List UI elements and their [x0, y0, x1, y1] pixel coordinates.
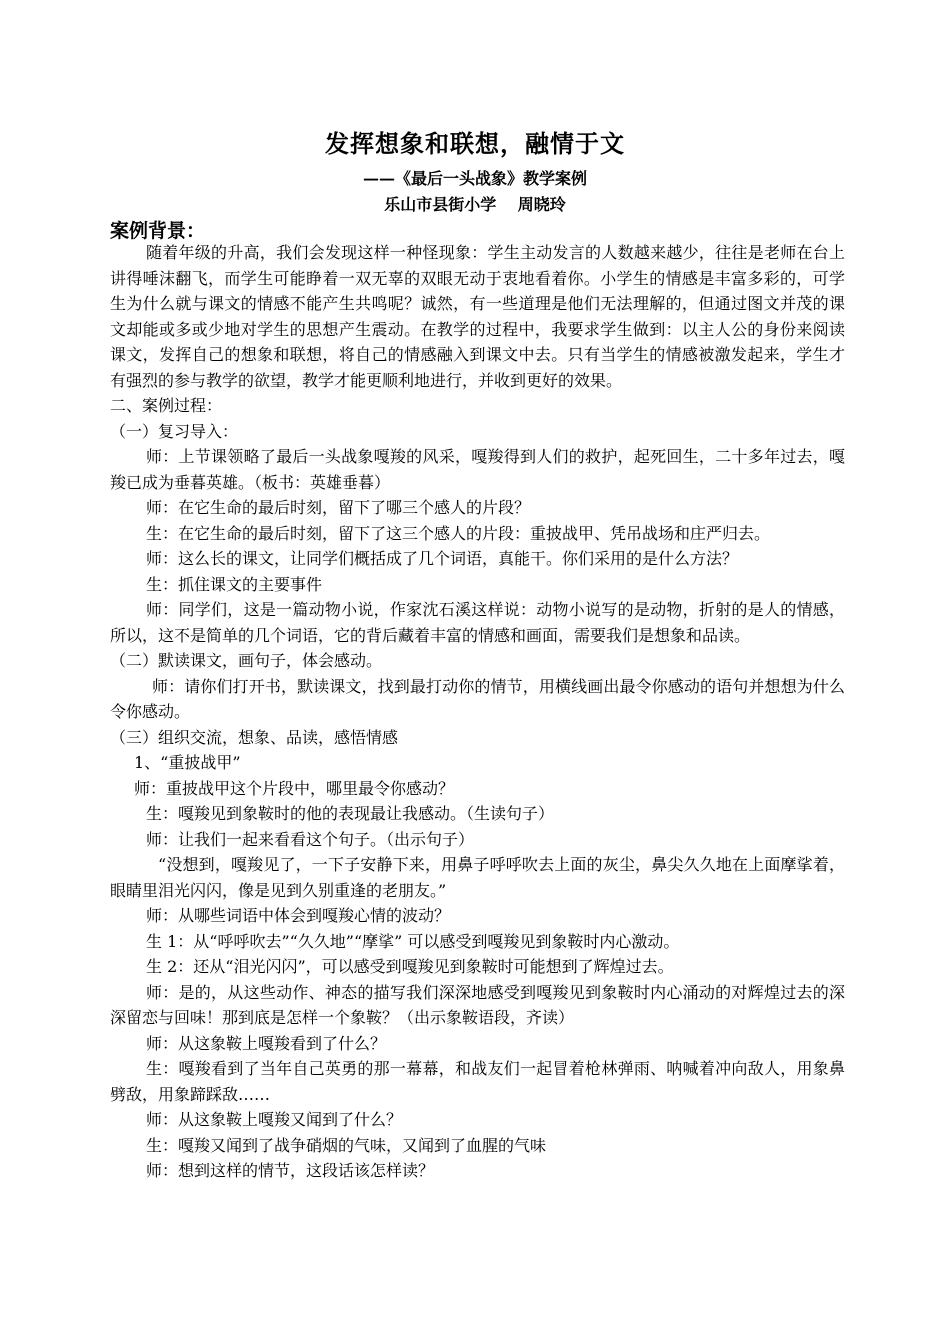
sub-heading: （二）默读课文，画句子，体会感动。	[110, 651, 383, 670]
dialogue-line: 师：上节课领略了最后一头战象嘎羧的风采，嘎羧得到人们的救护，起死回生，二十多年过去，嘎羧已成为垂暮英雄。（板书：英雄垂暮）	[110, 447, 845, 492]
dialogue-line: 师：从哪些词语中体会到嘎羧心情的波动？	[146, 906, 451, 925]
dialogue-line: 师：从这象鞍上嘎羧看到了什么？	[146, 1033, 387, 1053]
dialogue-line: 生 2：还从“泪光闪闪”，可以感受到嘎羧见到象鞍时可能想到了辉煌过去。	[146, 957, 674, 976]
paragraph: 随着年级的升高，我们会发现这样一种怪现象：学生主动发言的人数越来越少，往往是老师在台上讲得唾沫翻飞，而学生可能睁着一双无辜的双眼无动于衷地看着你。小学生的情感是丰富多彩的，可学生为什么就与课文的情感不能产生共鸣呢？诚然，有一些道理是他们无法理解的，但通过图文并茂的课文却能或多或少地对学生的思想产生震动。在教学的过程中，我要求学生做到：以主人公的身份来阅读课文，发挥自己的想象和联想，将自己的情感融入到课文中去。只有当学生的情感被激发起来，学生才有强烈的参与教学的欲望，教学才能更顺利地进行，并收到更好的效果。	[110, 243, 845, 390]
document-body	[110, 240, 845, 1184]
dialogue-line: 生：嘎羧又闻到了战争硝烟的气味，又闻到了血腥的气味	[146, 1135, 547, 1155]
dialogue-line: 生 1：从“呼呼吹去”“久久地”“摩挲” 可以感受到嘎羧见到象鞍时内心激动。	[146, 931, 680, 951]
dialogue-line: 师：是的，从这些动作、神态的描写我们深深地感受到嘎羧见到象鞍时内心涌动的对辉煌过去的深深留恋与回味！那到底是怎样一个象鞍？（出示象鞍语段，齐读）	[110, 982, 845, 1027]
author-line: 乐山市县街小学 周晓玲	[384, 195, 566, 214]
sub-heading: （三）组织交流，想象、品读，感悟情感	[110, 727, 399, 747]
dialogue-line: 生：嘎羧看到了当年自己英勇的那一幕幕，和战友们一起冒着枪林弹雨、呐喊着冲向敌人，用象鼻劈敌，用象蹄踩敌……	[110, 1059, 845, 1104]
dialogue-line: 师：重披战甲这个片段中，哪里最令你感动？	[134, 778, 455, 798]
dialogue-line: 生：嘎羧见到象鞍时的他的表现最让我感动。（生读句子）	[146, 804, 555, 823]
quoted-sentence: “没想到，嘎羧见了，一下子安静下来，用鼻子呼呼吹去上面的灰尘，鼻尖久久地在上面摩挲着，眼睛里泪光闪闪，像是见到久别重逢的老朋友。”	[110, 855, 845, 900]
document-title: 发挥想象和联想，融情于文	[325, 129, 625, 158]
document-subtitle: ——《最后一头战象》教学案例	[362, 169, 587, 188]
dialogue-line: 师：这么长的课文，让同学们概括成了几个词语，真能干。你们采用的是什么方法？	[146, 549, 739, 568]
dialogue-line: 师：在它生命的最后时刻，留下了哪三个感人的片段？	[146, 498, 531, 517]
section-heading: 二、案例过程：	[110, 396, 223, 415]
dialogue-line: 师：同学们，这是一篇动物小说，作家沈石溪这样说：动物小说写的是动物，折射的是人的情感，所以，这不是简单的几个词语，它的背后藏着丰富的情感和画面，需要我们是想象和品读。	[110, 600, 845, 645]
dialogue-line: 师：让我们一起来看看这个句子。（出示句子）	[146, 829, 475, 849]
dialogue-line: 师：请你们打开书，默读课文，找到最打动你的情节，用横线画出最令你感动的语句并想想为什么令你感动。	[110, 676, 845, 721]
dialogue-line: 生：抓住课文的主要事件	[146, 574, 323, 594]
dialogue-line: 师：从这象鞍上嘎羧又闻到了什么？	[146, 1110, 403, 1129]
sub-heading: （一）复习导入：	[110, 421, 239, 441]
section-heading-background: 案例背景：	[110, 220, 206, 242]
dialogue-line: 师：想到这样的情节，这段话该怎样读？	[146, 1161, 435, 1180]
dialogue-line: 生：在它生命的最后时刻，留下了这三个感人的片段：重披战甲、凭吊战场和庄严归去。	[146, 523, 771, 543]
sub-sub-heading: 1、“重披战甲”	[134, 753, 241, 772]
